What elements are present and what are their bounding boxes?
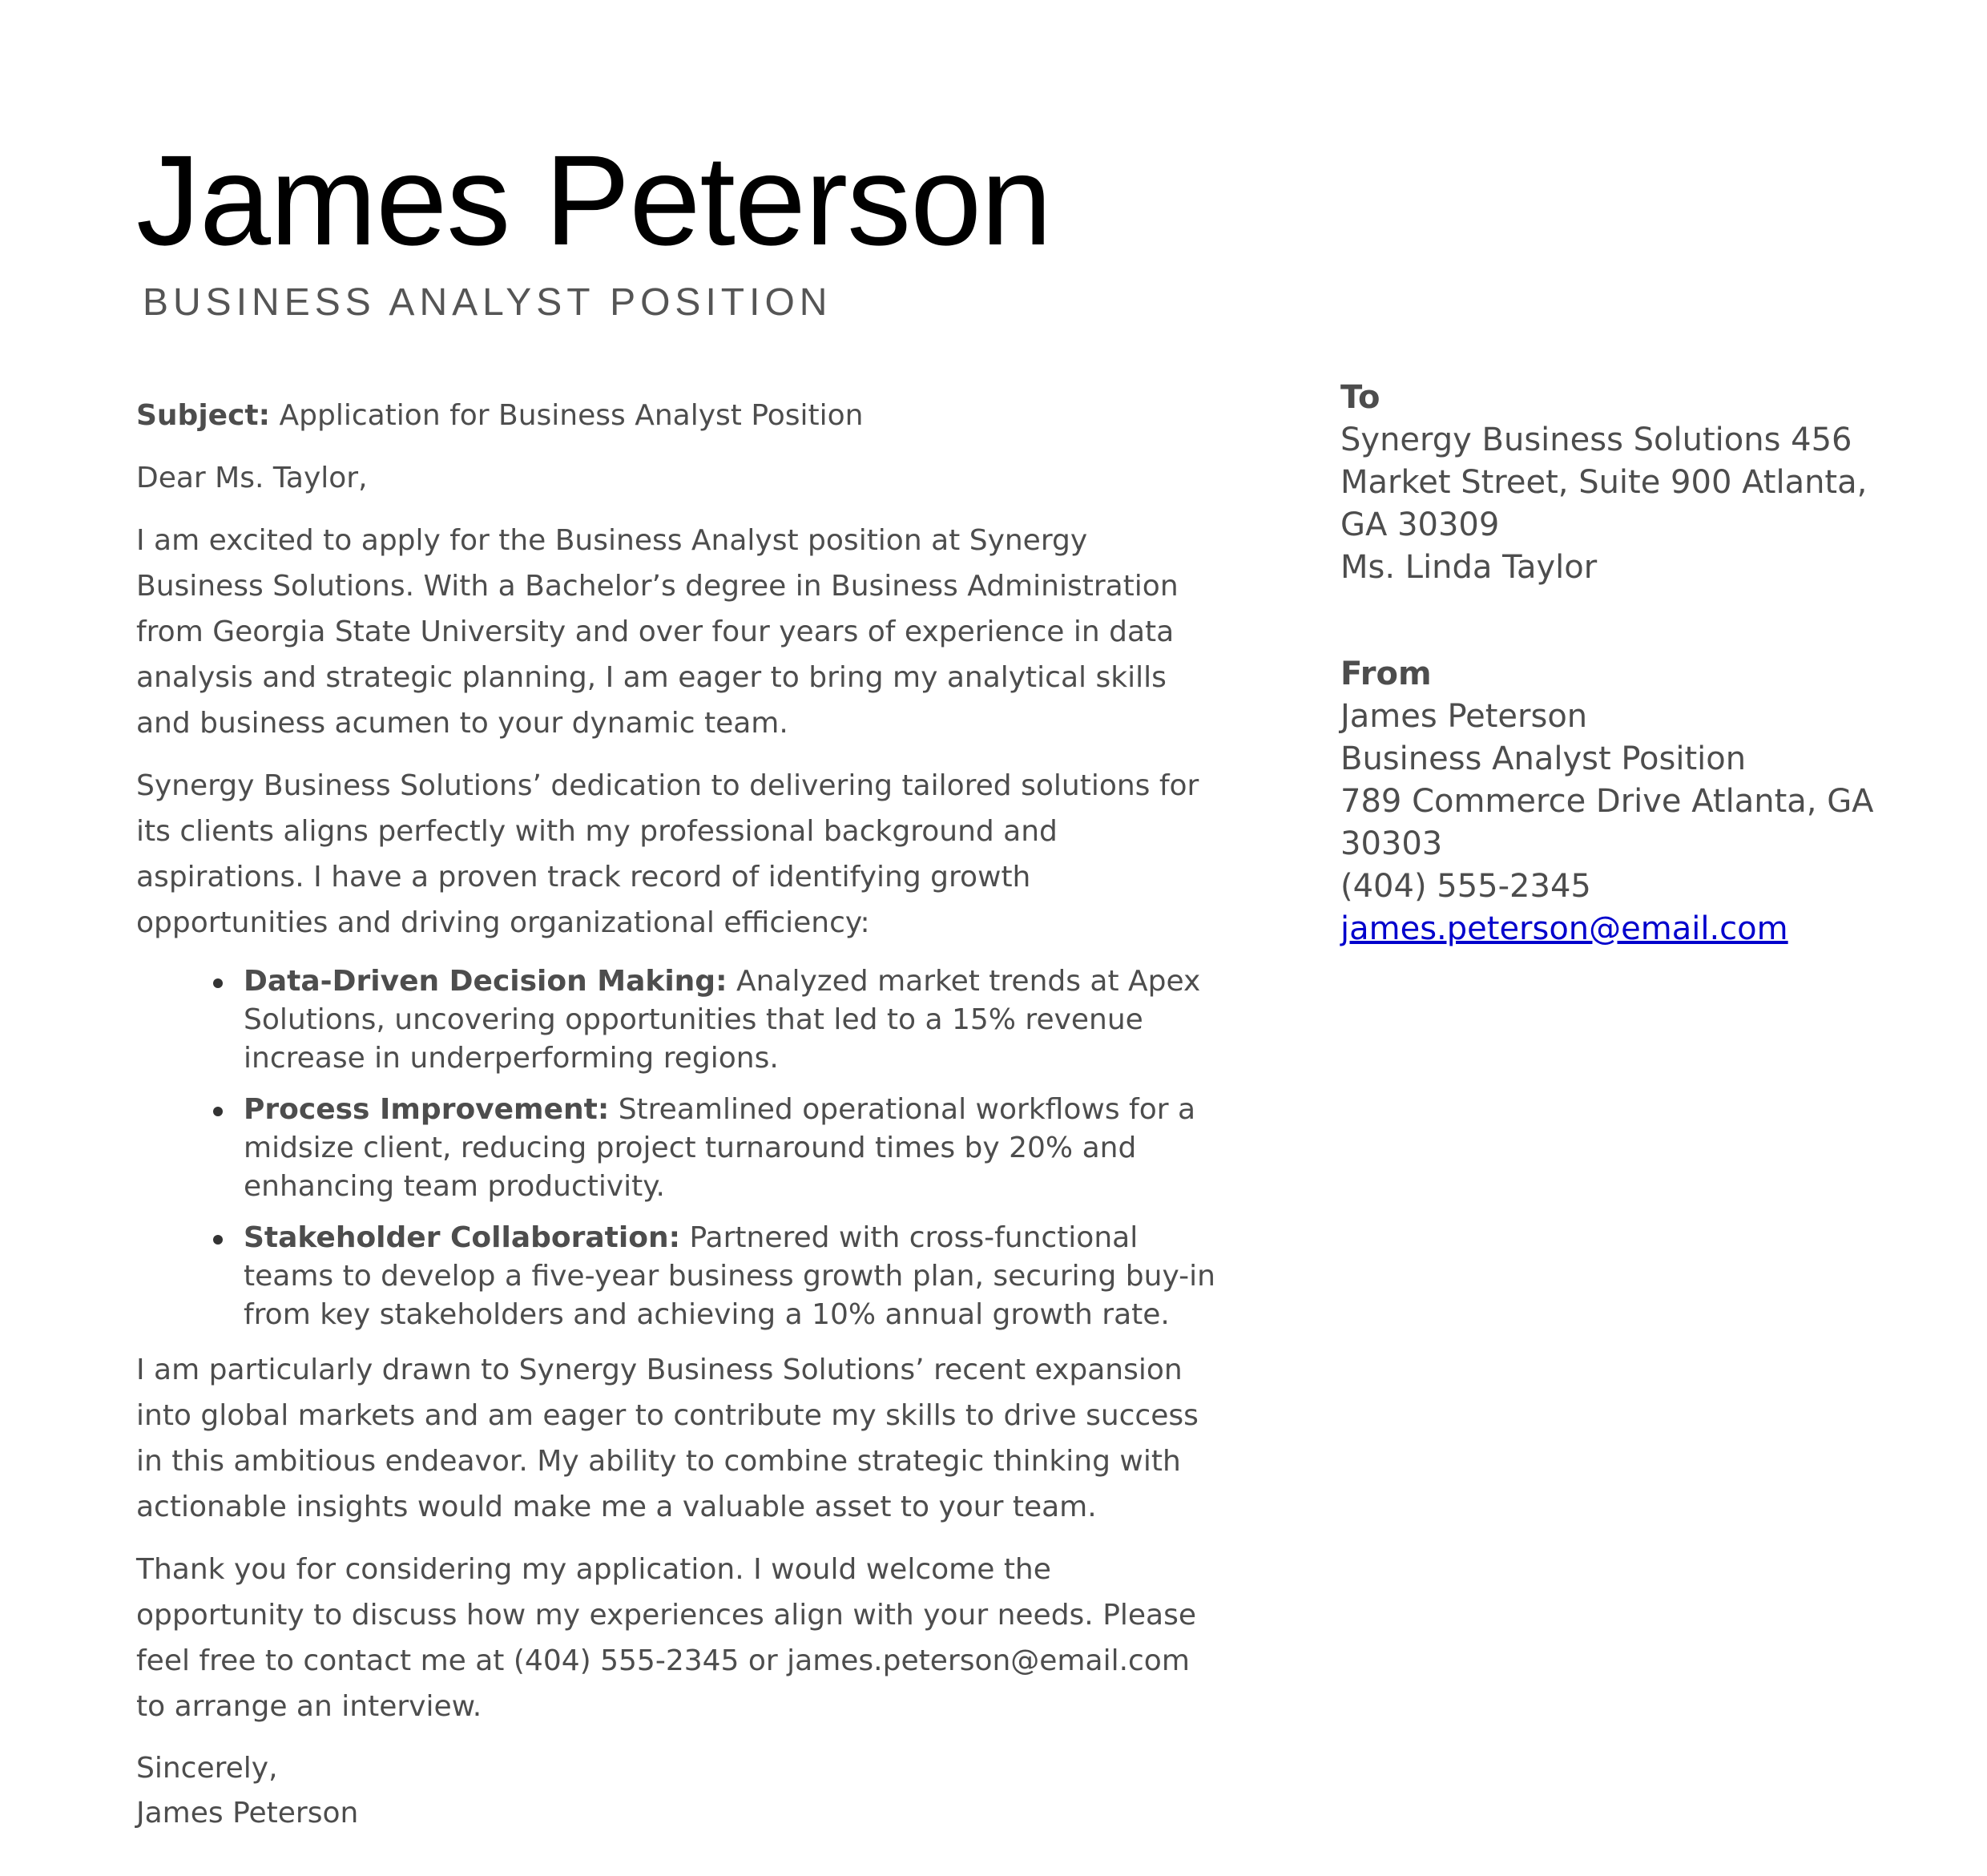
sender-email-link[interactable]: james.peterson@email.com: [1340, 910, 1788, 947]
achievements-list: [136, 962, 1218, 1334]
paragraph-intro: I am excited to apply for the Business Analyst position at Synergy Business Solutions. With a Bachelor’s degree in Business Administration from Georgia State University and over four years of experience in data analysis and strategic planning, I am eager to bring my analytical skills and business acumen to your dynamic team.: [136, 524, 1179, 740]
list-item: [244, 1219, 1218, 1334]
signature-name: James Peterson: [136, 1797, 359, 1830]
closing-salutation: Sincerely,: [136, 1752, 278, 1785]
from-block: [1340, 653, 1917, 950]
contact-sidebar: [1340, 377, 1917, 1015]
bullet-heading: Process Improvement:: [244, 1093, 610, 1126]
list-item: [244, 962, 1218, 1078]
letter-body: [136, 393, 1218, 1836]
bullet-text: Streamlined operational workflows for a midsize client, reducing project turnaround times by 20% and enhancing team productivity.: [244, 1093, 1196, 1203]
paragraph-background: Synergy Business Solutions’ dedication to delivering tailored solutions for its clients aligns perfectly with my professional background and aspirations. I have a proven track record of identifying growth opportunities and driving organizational efficiency:: [136, 769, 1199, 939]
to-block: [1340, 377, 1917, 589]
greeting: Dear Ms. Taylor,: [136, 462, 368, 494]
letter-header: [136, 128, 1418, 325]
subject-text: Application for Business Analyst Position: [279, 399, 864, 432]
position-title: BUSINESS ANALYST POSITION: [143, 281, 832, 324]
sender-address: 789 Commerce Drive Atlanta, GA 30303: [1340, 783, 1874, 862]
bullet-icon: [213, 1235, 223, 1245]
recipient-name: Ms. Linda Taylor: [1340, 549, 1598, 586]
bullet-heading: Data-Driven Decision Making:: [244, 965, 727, 998]
bullet-heading: Stakeholder Collaboration:: [244, 1221, 680, 1254]
subject-line: [136, 393, 1218, 438]
subject-label: Subject:: [136, 399, 271, 432]
applicant-name: James Peterson: [136, 128, 1052, 272]
bullet-icon: [213, 978, 223, 988]
signoff: [136, 1746, 1218, 1836]
bullet-icon: [213, 1107, 223, 1116]
to-title: To: [1340, 379, 1380, 416]
recipient-address: Synergy Business Solutions 456 Market Street, Suite 900 Atlanta, GA 30309: [1340, 422, 1868, 543]
bullet-text: Analyzed market trends at Apex Solutions, uncovering opportunities that led to a 15% revenue increase in underperforming regions.: [244, 965, 1201, 1075]
list-item: [244, 1091, 1218, 1206]
from-title: From: [1340, 656, 1432, 692]
sender-position: Business Analyst Position: [1340, 740, 1747, 777]
sender-name: James Peterson: [1340, 698, 1588, 735]
bullet-text: Partnered with cross-functional teams to develop a five-year business growth plan, securing buy-in from key stakeholders and achieving a 10% annual growth rate.: [244, 1221, 1215, 1331]
paragraph-motivation: I am particularly drawn to Synergy Business Solutions’ recent expansion into global markets and am eager to contribute my skills to drive success in this ambitious endeavor. My ability to combine strategic thinking with actionable insights would make me a valuable asset to your team.: [136, 1354, 1199, 1523]
sender-phone: (404) 555-2345: [1340, 868, 1591, 905]
paragraph-closing: Thank you for considering my application. I would welcome the opportunity to discuss how my experiences align with your needs. Please feel free to contact me at (404) 555-2345 or james.peterson@email.com to arrange an interview.: [136, 1553, 1197, 1723]
